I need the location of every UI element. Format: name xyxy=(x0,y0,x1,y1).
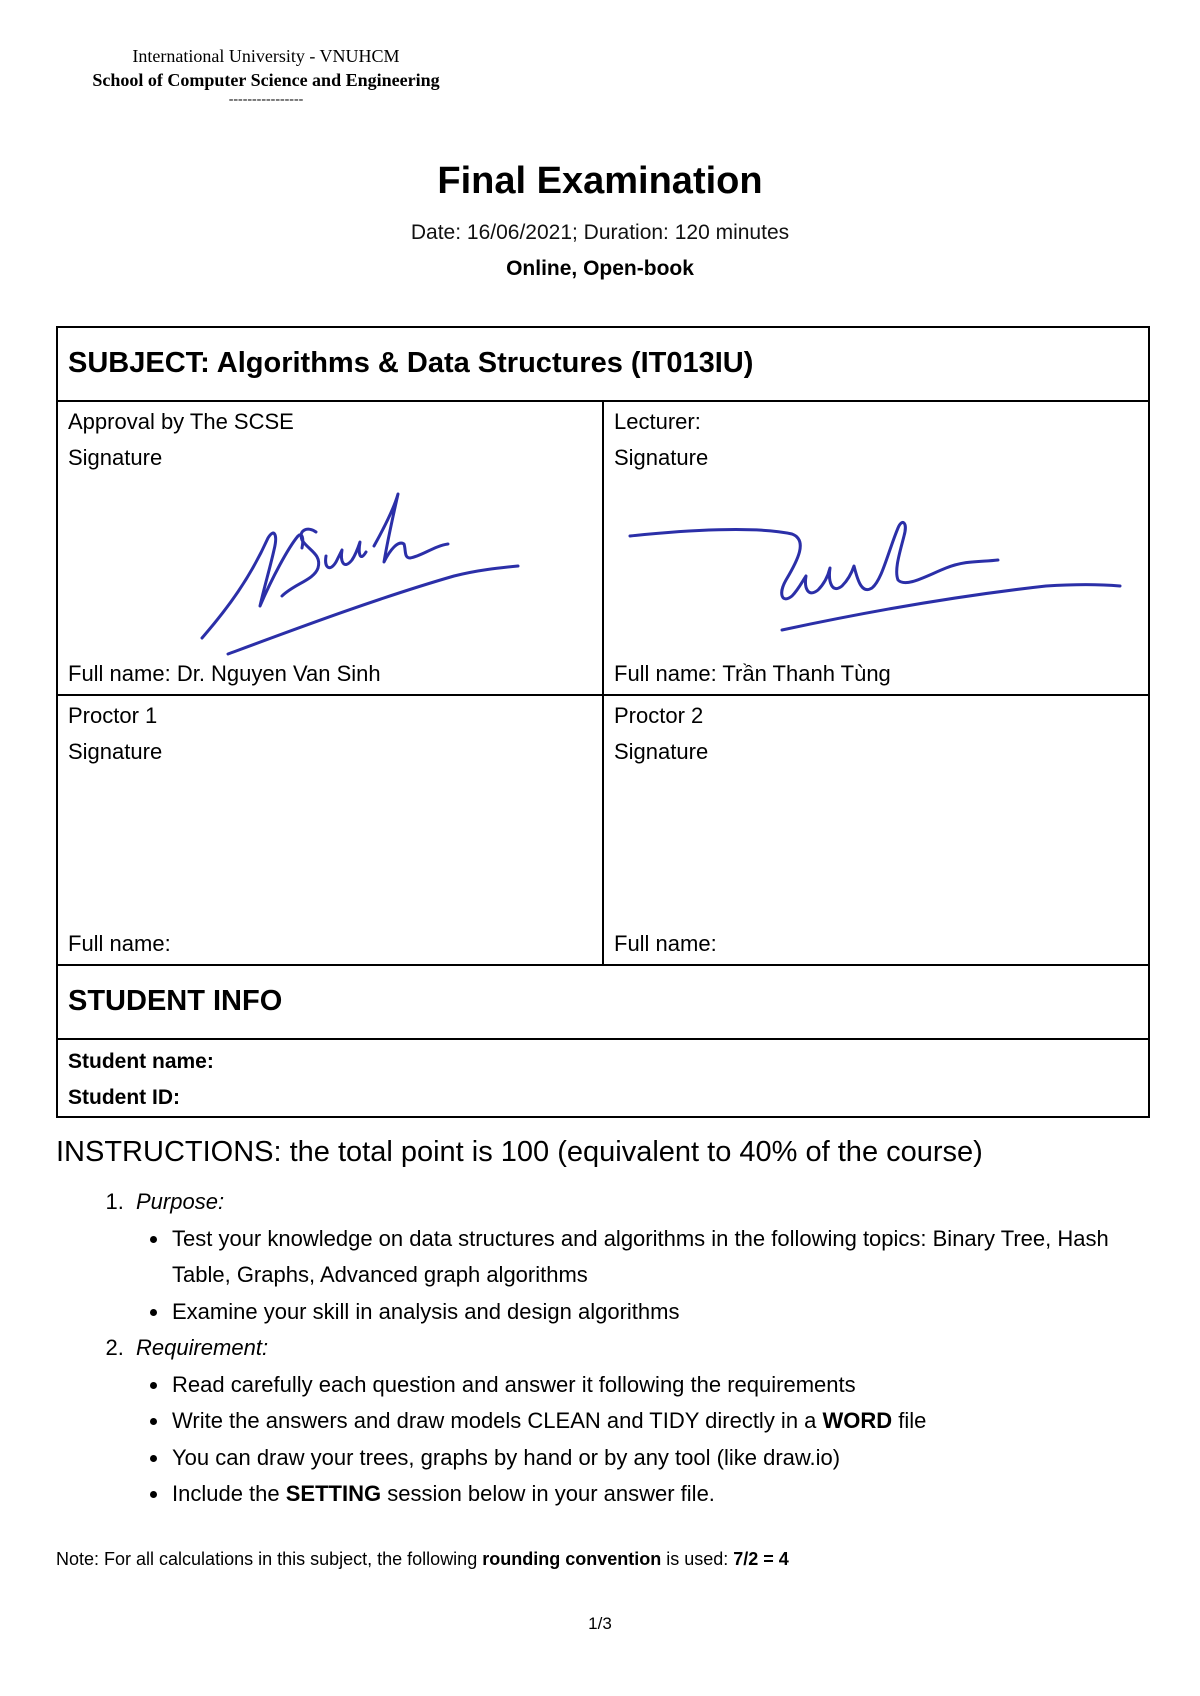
requirement-label: Requirement: xyxy=(136,1335,269,1360)
requirement-bullet: • Read carefully each question and answer it following the requirements xyxy=(170,1367,1156,1404)
note-bold-example: 7/2 = 4 xyxy=(733,1549,789,1569)
rounding-note xyxy=(56,1546,789,1572)
note-text-middle: is used: xyxy=(661,1549,734,1569)
school-name: School of Computer Science and Engineering xyxy=(92,70,440,90)
student-id-label: Student ID: xyxy=(68,1086,180,1109)
note-bold-convention: rounding convention xyxy=(482,1549,662,1569)
instructions-section xyxy=(56,1132,1156,1513)
student-info-cell xyxy=(57,1039,1149,1117)
student-name-label: Student name: xyxy=(68,1050,214,1073)
proctor1-signature-label: Signature xyxy=(68,739,163,764)
purpose-label: Purpose: xyxy=(136,1189,225,1214)
instructions-title: INSTRUCTIONS: the total point is 100 (equivalent to 40% of the course) xyxy=(56,1136,983,1168)
purpose-bullets xyxy=(136,1221,1156,1331)
proctor1-full-name: Full name: xyxy=(68,931,171,956)
proctor1-cell xyxy=(57,695,603,965)
approval-signature-label: Signature xyxy=(68,445,163,470)
lecturer-signature-label: Signature xyxy=(614,445,709,470)
approval-signature-image xyxy=(198,488,538,658)
exam-date-duration: Date: 16/06/2021; Duration: 120 minutes xyxy=(410,221,790,244)
proctor2-full-name: Full name: xyxy=(614,931,717,956)
lecturer-cell xyxy=(603,401,1149,695)
req2-bold: WORD xyxy=(822,1408,893,1433)
exam-title: Final Examination xyxy=(437,160,763,202)
requirement-item xyxy=(130,1330,1156,1513)
req2-text-end: file xyxy=(892,1408,927,1433)
req4-text: Include the xyxy=(172,1481,286,1506)
requirement-bullet xyxy=(170,1476,1156,1513)
proctor1-role: Proctor 1 xyxy=(68,703,158,728)
approval-role: Approval by The SCSE xyxy=(68,409,294,434)
university-name: International University - VNUHCM xyxy=(132,46,400,66)
purpose-bullet: • Examine your skill in analysis and design algorithms xyxy=(170,1294,1156,1331)
exam-mode: Online, Open-book xyxy=(506,257,694,280)
proctor2-signature-label: Signature xyxy=(614,739,709,764)
exam-info-table xyxy=(56,326,1150,1118)
proctor2-cell xyxy=(603,695,1149,965)
purpose-item xyxy=(130,1184,1156,1330)
requirement-bullet xyxy=(170,1403,1156,1440)
exam-title-block xyxy=(0,156,1200,284)
lecturer-full-name: Full name: Trần Thanh Tùng xyxy=(614,661,891,686)
lecturer-role: Lecturer: xyxy=(614,409,701,434)
requirement-bullets xyxy=(136,1367,1156,1513)
page-number: 1/3 xyxy=(588,1614,612,1633)
institution-header xyxy=(56,44,476,108)
purpose-bullet: • Test your knowledge on data structures and algorithms in the following topics: Binary Tree, Hash Table, Graphs, Advanced graph algorithms xyxy=(170,1221,1156,1294)
approval-full-name: Full name: Dr. Nguyen Van Sinh xyxy=(68,661,381,686)
lecturer-signature-image xyxy=(626,502,1126,642)
req2-text: Write the answers and draw models CLEAN and TIDY directly in a xyxy=(172,1408,823,1433)
subject-cell: SUBJECT: Algorithms & Data Structures (IT013IU) xyxy=(57,327,1149,401)
student-info-heading: STUDENT INFO xyxy=(57,965,1149,1039)
requirement-bullet: • You can draw your trees, graphs by hand or by any tool (like draw.io) xyxy=(170,1440,1156,1477)
proctor2-role: Proctor 2 xyxy=(614,703,704,728)
approval-cell xyxy=(57,401,603,695)
note-text: Note: For all calculations in this subject, the following xyxy=(56,1549,483,1569)
req4-text-end: session below in your answer file. xyxy=(381,1481,715,1506)
instructions-list xyxy=(56,1184,1156,1513)
req4-bold: SETTING xyxy=(285,1481,382,1506)
header-divider: ---------------- xyxy=(228,92,304,107)
